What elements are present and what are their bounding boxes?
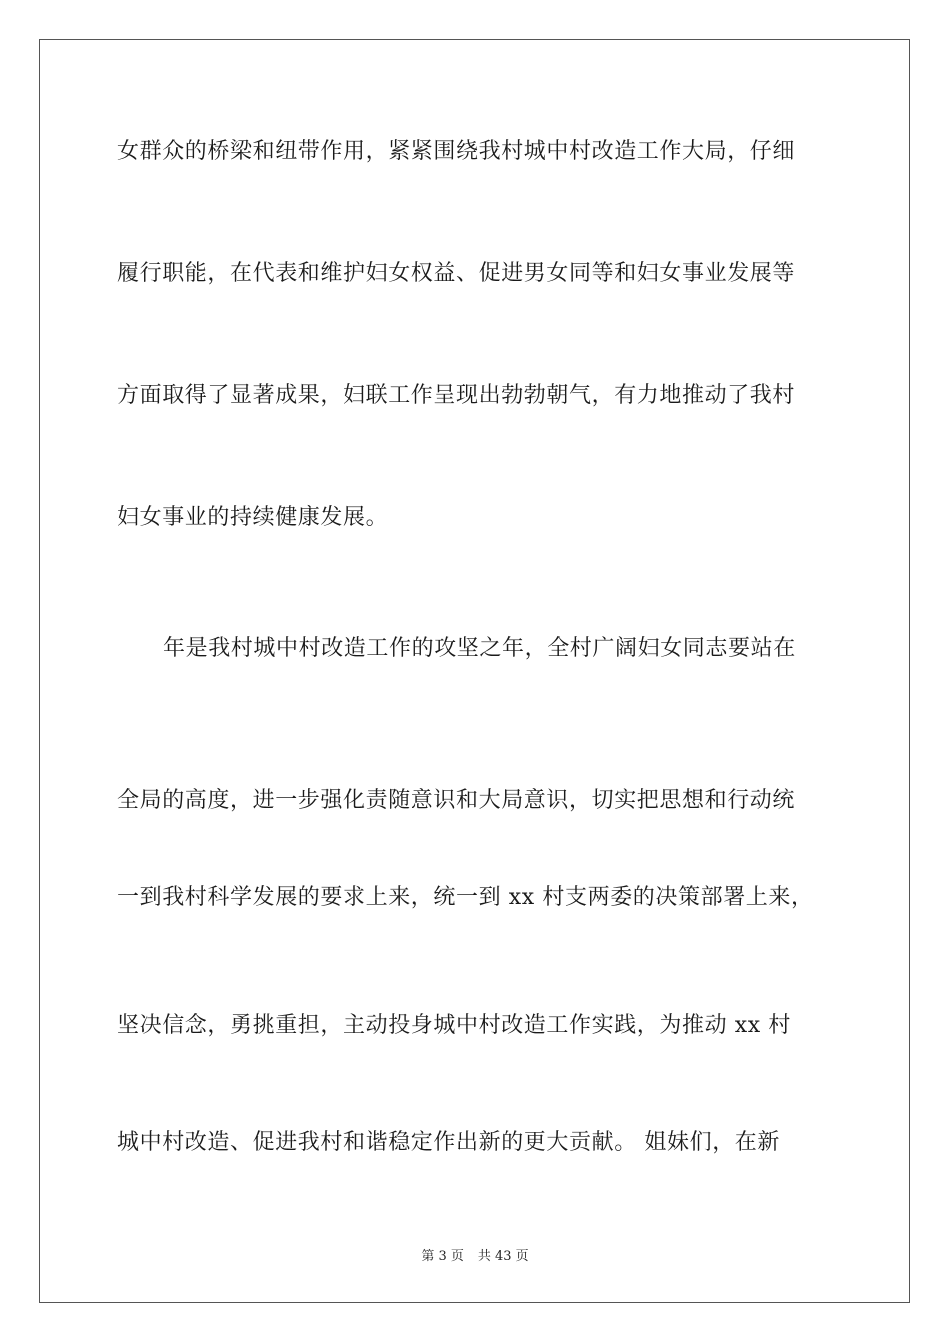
paragraph-start-line: 年是我村城中村改造工作的攻坚之年，全村广阔妇女同志要站在 bbox=[163, 636, 796, 661]
body-text-line: 城中村改造、促进我村和谐稳定作出新的更大贡献。 姐妹们，在新 bbox=[117, 1130, 780, 1155]
body-text-line: 全局的高度，进一步强化责随意识和大局意识，切实把思想和行动统 bbox=[117, 788, 796, 813]
body-text-line: 坚决信念，勇挑重担，主动投身城中村改造工作实践，为推动 xx 村 bbox=[117, 1013, 792, 1038]
body-text-line: 方面取得了显著成果，妇联工作呈现出勃勃朝气，有力地推动了我村 bbox=[117, 383, 796, 408]
page-footer bbox=[0, 1248, 950, 1266]
body-text-line: 履行职能，在代表和维护妇女权益、促进男女同等和妇女事业发展等 bbox=[117, 261, 796, 286]
body-text-line: 妇女事业的持续健康发展。 bbox=[117, 505, 389, 530]
total-pages: 共 43 页 bbox=[477, 1249, 529, 1264]
page-number: 第 3 页 bbox=[421, 1249, 464, 1264]
body-text-line: 女群众的桥梁和纽带作用，紧紧围绕我村城中村改造工作大局，仔细 bbox=[117, 139, 796, 164]
page-frame bbox=[39, 39, 910, 1303]
body-text-line: 一到我村科学发展的要求上来，统一到 xx 村支两委的决策部署上来， bbox=[117, 885, 814, 910]
